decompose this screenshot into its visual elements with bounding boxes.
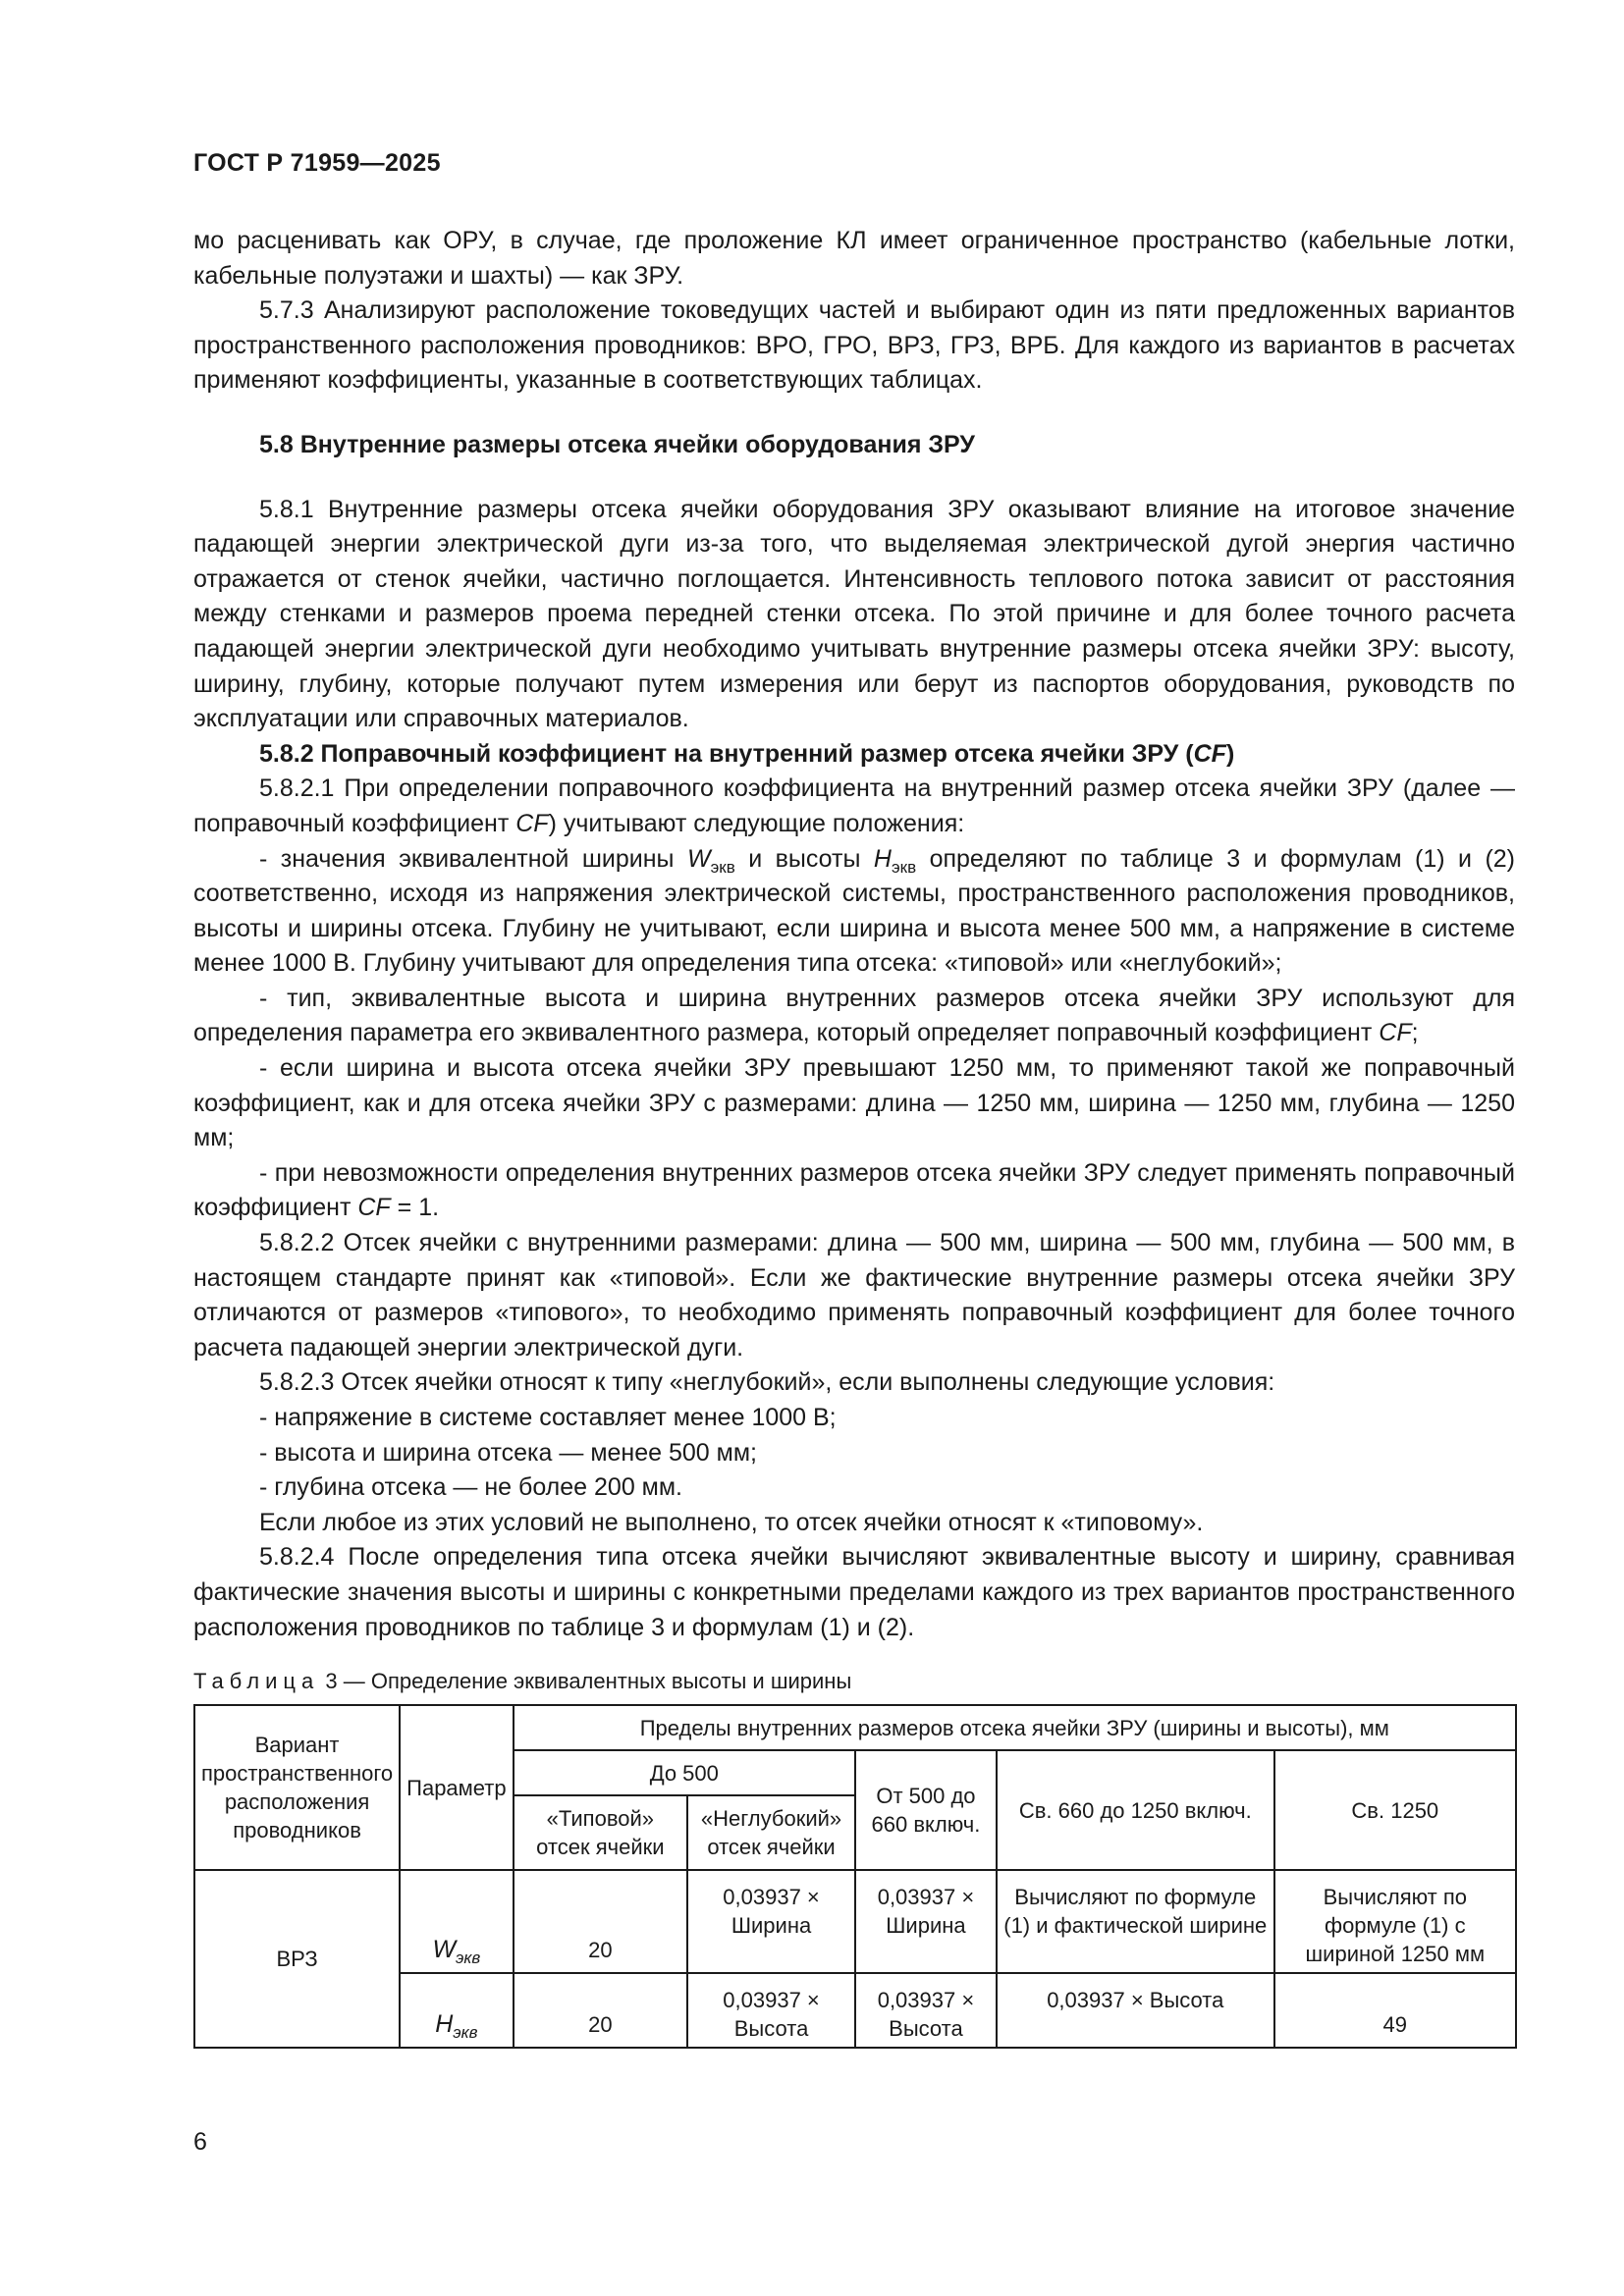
table-cell: 0,03937 × Высота (687, 1973, 855, 2048)
table-cell: 0,03937 × Высота (855, 1973, 997, 2048)
table-cell: 20 (514, 1973, 688, 2048)
paragraph-5-8-2-1: 5.8.2.1 При определении поправочного коэффициента на внутренний размер отсека ячейки ЗРУ (далее — поправочный коэффициент CF) учитывают следующие положения: (193, 774, 1515, 837)
header-up-to-500: До 500 (514, 1750, 855, 1795)
subsection-heading-5-8-2: 5.8.2 Поправочный коэффициент на внутренний размер отсека ячейки ЗРУ (CF) (259, 739, 1235, 768)
section-heading-5-8: 5.8 Внутренние размеры отсека ячейки оборудования ЗРУ (259, 430, 975, 458)
header-parameter: Параметр (400, 1705, 513, 1870)
list-item: - высота и ширина отсека — менее 500 мм; (259, 1438, 757, 1467)
header-over-1250: Св. 1250 (1274, 1750, 1516, 1870)
body-text (193, 224, 1515, 1645)
paragraph-5-8-2-2: 5.8.2.2 Отсек ячейки с внутренними размерами: длина — 500 мм, ширина — 500 мм, глубина — 500 мм, в настоящем стандарте принят как «типовой». Если же фактические внутренние размеры отсека ячейки ЗРУ отличаются от размеров «типового», то необходимо применять поправочный коэффициент для более точного расчета падающей энергии электрической дуги. (193, 1229, 1515, 1362)
list-item: - глубина отсека — не более 200 мм. (259, 1473, 683, 1502)
list-item: - тип, эквивалентные высота и ширина внутренних размеров отсека ячейки ЗРУ используют для определения параметра его эквивалентного размера, который определяет поправочный коэффициент CF; (193, 984, 1515, 1047)
paragraph-5-8-1: 5.8.1 Внутренние размеры отсека ячейки оборудования ЗРУ оказывают влияние на итоговое значение падающей энергии электрической дуги из-за того, что выделяемая электрической дугой энергия частично отражается от стенок ячейки, частично поглощается. Интенсивность теплового потока зависит от расстояния между стенками и размеров проема передней стенки отсека. По этой причине и для более точного расчета падающей энергии электрической дуги необходимо учитывать внутренние размеры отсека ячейки ЗРУ: высоту, ширину, глубину, которые получают путем измерения или берут из паспортов оборудования, руководств по эксплуатации или справочных материалов. (193, 495, 1515, 733)
table-row (194, 1870, 1516, 1973)
header-500-660: От 500 до 660 включ. (855, 1750, 997, 1870)
document-code-header: ГОСТ Р 71959—2025 (193, 149, 441, 177)
table-cell: Вычисляют по формуле (1) и фактической ширине (997, 1870, 1274, 1973)
header-limits: Пределы внутренних размеров отсека ячейки ЗРУ (ширины и высоты), мм (514, 1705, 1516, 1750)
table-cell-param: $W_{экв}$ (400, 1870, 513, 1973)
table-cell: 0,03937 × Ширина (687, 1870, 855, 1973)
list-item: - при невозможности определения внутренних размеров отсека ячейки ЗРУ следует применять поправочный коэффициент CF = 1. (193, 1158, 1515, 1222)
list-item: - если ширина и высота отсека ячейки ЗРУ превышают 1250 мм, то применяют такой же поправочный коэффициент, как и для отсека ячейки ЗРУ с размерами: длина — 1250 мм, ширина — 1250 мм, глубина — 1250 мм; (193, 1054, 1515, 1152)
list-item: - значения эквивалентной ширины $W_{экв}$ и высоты $H_{экв}$ определяют по таблице 3 и формулам (1) и (2) соответственно, исходя из напряжения электрической системы, пространственного расположения проводников, высоты и ширины отсека. Глубину не учитывают, если ширина и высота менее 500 мм, а напряжение в системе менее 1000 В. Глубину учитывают для определения типа отсека: «типовой» или «неглубокий»; (193, 844, 1516, 978)
table-cell: 49 (1274, 1973, 1516, 2048)
paragraph-continuation: мо расценивать как ОРУ, в случае, где проложение КЛ имеет ограниченное пространство (кабельные лотки, кабельные полуэтажи и шахты) — как ЗРУ. (193, 227, 1515, 290)
table-cell: Вычисляют по формуле (1) с шириной 1250 мм (1274, 1870, 1516, 1973)
paragraph-5-7-3: 5.7.3 Анализируют расположение токоведущих частей и выбирают один из пяти предложенных вариантов пространственного расположения проводников: ВРО, ГРО, ВРЗ, ГРЗ, ВРБ. Для каждого из вариантов в расчетах применяют коэффициенты, указанные в соответствующих таблицах. (193, 296, 1515, 395)
header-variant: Вариант пространственного расположения проводников (194, 1705, 400, 1870)
page-number: 6 (193, 2128, 207, 2156)
table-cell: 0,03937 × Высота (997, 1973, 1274, 2048)
paragraph-5-8-2-3: 5.8.2.3 Отсек ячейки относят к типу «неглубокий», если выполнены следующие условия: (259, 1368, 1275, 1397)
table-cell: 20 (514, 1870, 688, 1973)
table-cell-variant: ВРЗ (194, 1870, 400, 2048)
header-typical: «Типовой» отсек ячейки (514, 1795, 688, 1870)
table-caption: Таблица 3 — Определение эквивалентных высоты и ширины (193, 1669, 852, 1693)
header-660-1250: Св. 660 до 1250 включ. (997, 1750, 1274, 1870)
list-item: - напряжение в системе составляет менее 1000 В; (259, 1404, 837, 1431)
table-cell-param: $H_{экв}$ (400, 1973, 513, 2048)
header-shallow: «Неглубокий» отсек ячейки (687, 1795, 855, 1870)
table-cell: 0,03937 × Ширина (855, 1870, 997, 1973)
paragraph-condition-note: Если любое из этих условий не выполнено, то отсек ячейки относят к «типовому». (259, 1508, 1204, 1536)
equivalent-size-table (193, 1704, 1517, 2049)
paragraph-5-8-2-4: 5.8.2.4 После определения типа отсека ячейки вычисляют эквивалентные высоту и ширину, сравнивая фактические значения высоты и ширины с конкретными пределами каждого из трех вариантов пространственного расположения проводников по таблице 3 и формулам (1) и (2). (193, 1543, 1515, 1641)
